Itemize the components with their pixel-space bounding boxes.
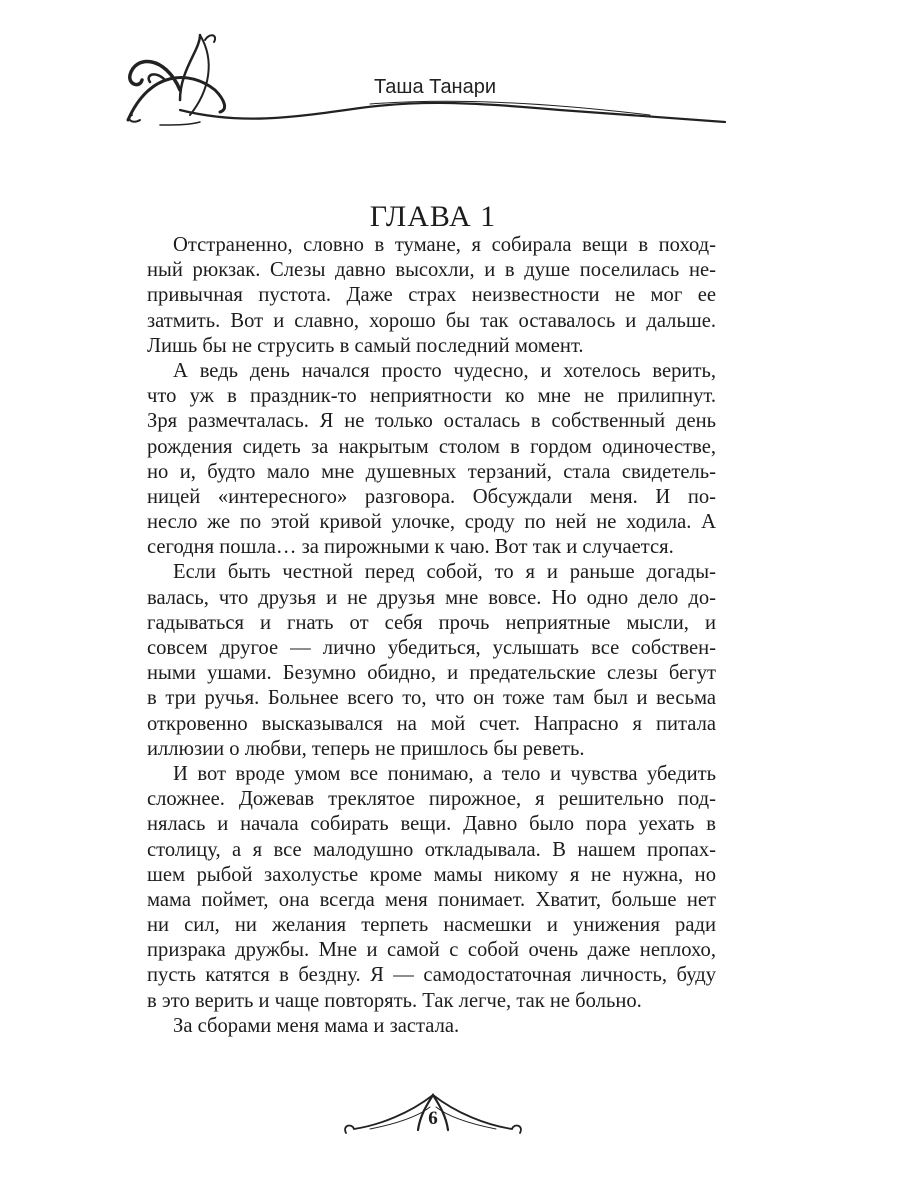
text-line: Зря размечталась. Я не только осталась в собственный день bbox=[147, 410, 716, 433]
text-line: но и, будто мало мне душевных терзаний, стала свидетель- bbox=[147, 460, 716, 483]
paragraph bbox=[147, 762, 716, 1014]
text-line: в три ручья. Больнее всего то, что он тоже там был и весьма bbox=[147, 687, 716, 710]
body-text bbox=[147, 233, 716, 1039]
text-line: сегодня пошла… за пирожными к чаю. Вот так и случается. bbox=[147, 536, 674, 559]
text-line: А ведь день начался просто чудесно, и хотелось верить, bbox=[173, 359, 716, 382]
paragraph bbox=[147, 1014, 716, 1039]
text-line: И вот вроде умом все понимаю, а тело и чувства убедить bbox=[173, 762, 716, 785]
text-line: призрака дружбы. Мне и самой с собой очень даже неплохо, bbox=[147, 939, 716, 962]
text-line: пусть катятся в бездну. Я — самодостаточная личность, буду bbox=[147, 964, 716, 987]
text-line: сложнее. Дожевав треклятое пирожное, я решительно под- bbox=[147, 788, 716, 811]
text-line: столицу, а я все малодушно откладывала. В нашем пропах- bbox=[147, 838, 716, 861]
text-line: За сборами меня мама и застала. bbox=[173, 1014, 460, 1037]
text-line: нялась и начала собирать вещи. Давно было пора уехать в bbox=[147, 813, 716, 836]
text-line: гадываться и гнать от себя прочь неприятные мысли, и bbox=[147, 611, 716, 634]
text-line: шем рыбой захолустье кроме мамы никому я не нужна, но bbox=[147, 863, 716, 886]
paragraph bbox=[147, 233, 716, 359]
text-line: привычная пустота. Даже страх неизвестности не мог ее bbox=[147, 284, 716, 307]
text-line: затмить. Вот и славно, хорошо бы так оставалось и дальше. bbox=[147, 309, 716, 332]
text-line: ный рюкзак. Слезы давно высохли, и в душе поселилась не- bbox=[147, 259, 716, 282]
text-line: рождения сидеть за накрытым столом в гордом одиночестве, bbox=[147, 435, 716, 458]
text-line: Лишь бы не струсить в самый последний момент. bbox=[147, 334, 584, 357]
text-line: ни сил, ни желания терпеть насмешки и унижения ради bbox=[147, 914, 716, 937]
text-line: несло же по этой кривой улочке, сроду по ней не ходила. А bbox=[147, 511, 716, 534]
text-line: Отстраненно, словно в тумане, я собирала вещи в поход- bbox=[173, 234, 716, 256]
text-line: совсем другое — лично убедиться, услышать все собствен- bbox=[147, 637, 716, 659]
paragraph bbox=[147, 560, 716, 762]
text-line: мама поймет, она всегда меня понимает. Хватит, больше нет bbox=[147, 888, 716, 911]
text-line: иллюзии о любви, теперь не пришлось бы реветь. bbox=[147, 737, 585, 760]
text-line: что уж в праздник-то неприятности ко мне не прилипнут. bbox=[147, 385, 716, 408]
text-line: Если быть честной перед собой, то я и раньше догады- bbox=[173, 561, 716, 584]
page-number: 6 bbox=[428, 1108, 438, 1129]
paragraph bbox=[147, 359, 716, 561]
text-line: валась, что друзья и не друзья мне вовсе. Но одно дело до- bbox=[147, 586, 716, 609]
running-head-author: Таша Танари bbox=[373, 76, 497, 98]
chapter-title: ГЛАВА 1 bbox=[369, 200, 497, 233]
text-line: в это верить и чаще повторять. Так легче, так не больно. bbox=[147, 989, 642, 1012]
text-line: откровенно высказывался на мой счет. Напрасно я питала bbox=[147, 712, 716, 735]
text-line: ницей «интересного» разговора. Обсуждали меня. И по- bbox=[147, 485, 716, 508]
text-line: ными ушами. Безумно обидно, и предательские слезы бегут bbox=[147, 662, 716, 685]
